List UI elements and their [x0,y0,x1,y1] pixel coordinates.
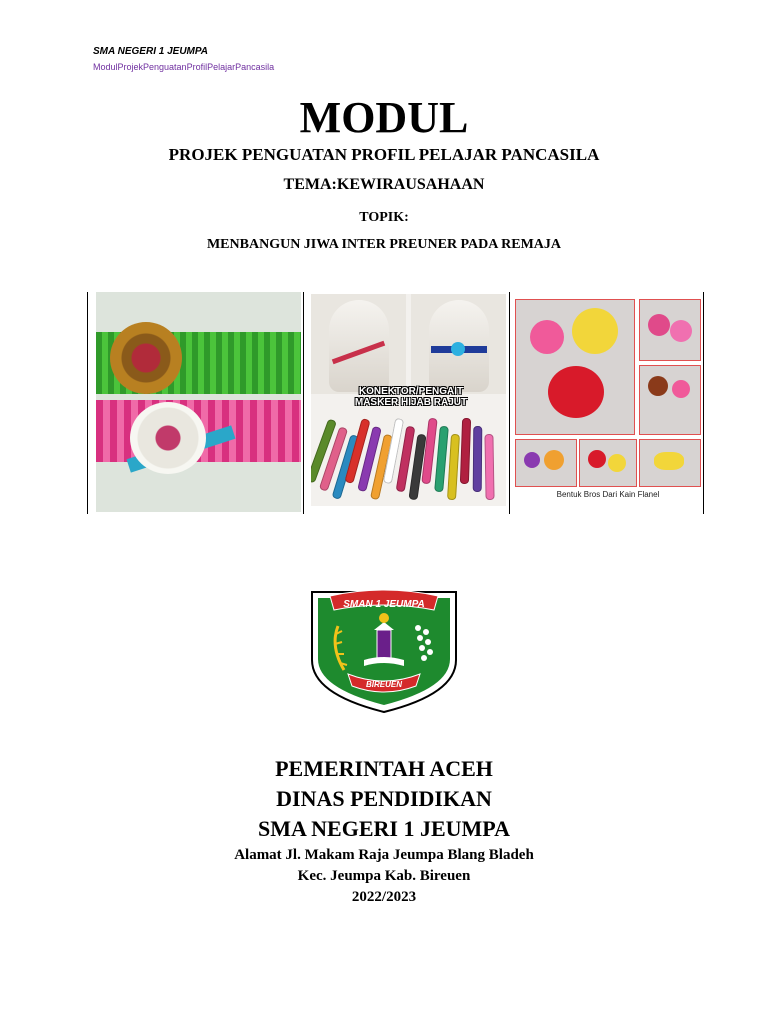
school-name: SMA NEGERI 1 JEUMPA [258,816,510,841]
connector-strip [460,418,471,484]
connector-caption: KONEKTOR/PENGAIT MASKER HIJAB RAJUT [354,386,468,408]
connector-strip [447,434,460,500]
hijab-back-view [411,294,506,394]
crochet-headband-photo [96,292,301,512]
connector-strip [473,426,483,492]
brooch-cell-2 [640,300,700,360]
hijab-connector-photo [311,294,506,506]
brooch-cell-3 [640,366,700,434]
frame-line-left [87,292,88,514]
school-district: Kec. Jeumpa Kab. Bireuen [297,868,471,884]
frame-line-2 [509,292,510,514]
brooch-cell-6 [640,440,700,486]
school-address: Alamat Jl. Makam Raja Jeumpa Blang Bladeh [234,847,534,863]
document-title: MODUL [299,93,469,142]
hijab-side-view [311,294,406,394]
brown-flower [110,322,182,394]
header-module-name: ModulProjekPenguatanProfilPelajarPancasila [93,62,275,72]
project-title: PROJEK PENGUATAN PROFIL PELAJAR PANCASILA [168,145,600,164]
brooch-large-cell [516,300,634,434]
flanel-brooch-photo [514,294,702,514]
brooch-cell-5 [580,440,636,486]
topic-label: TOPIK: [359,210,409,225]
header-school: SMA NEGERI 1 JEUMPA [93,46,209,57]
brooch-caption: Bentuk Bros Dari Kain Flanel [556,490,660,499]
department-name: DINAS PENDIDIKAN [276,786,492,811]
connector-strip [484,434,494,500]
connector-strip [434,426,449,493]
brooch-cell-4 [516,440,576,486]
topic-text: MENBANGUN JIWA INTER PREUNER PADA REMAJA [206,237,562,252]
logo-top-text: SMAN 1 JEUMPA [343,599,425,610]
theme-title: TEMA:KEWIRAUSAHAAN [283,176,485,193]
logo-bottom-text: BIREUEN [365,680,403,689]
academic-year: 2022/2023 [351,889,417,905]
government-name: PEMERINTAH ACEH [275,756,493,781]
frame-line-right [703,292,704,514]
white-flower [130,402,206,474]
school-logo [308,586,460,714]
frame-line-1 [303,292,304,514]
